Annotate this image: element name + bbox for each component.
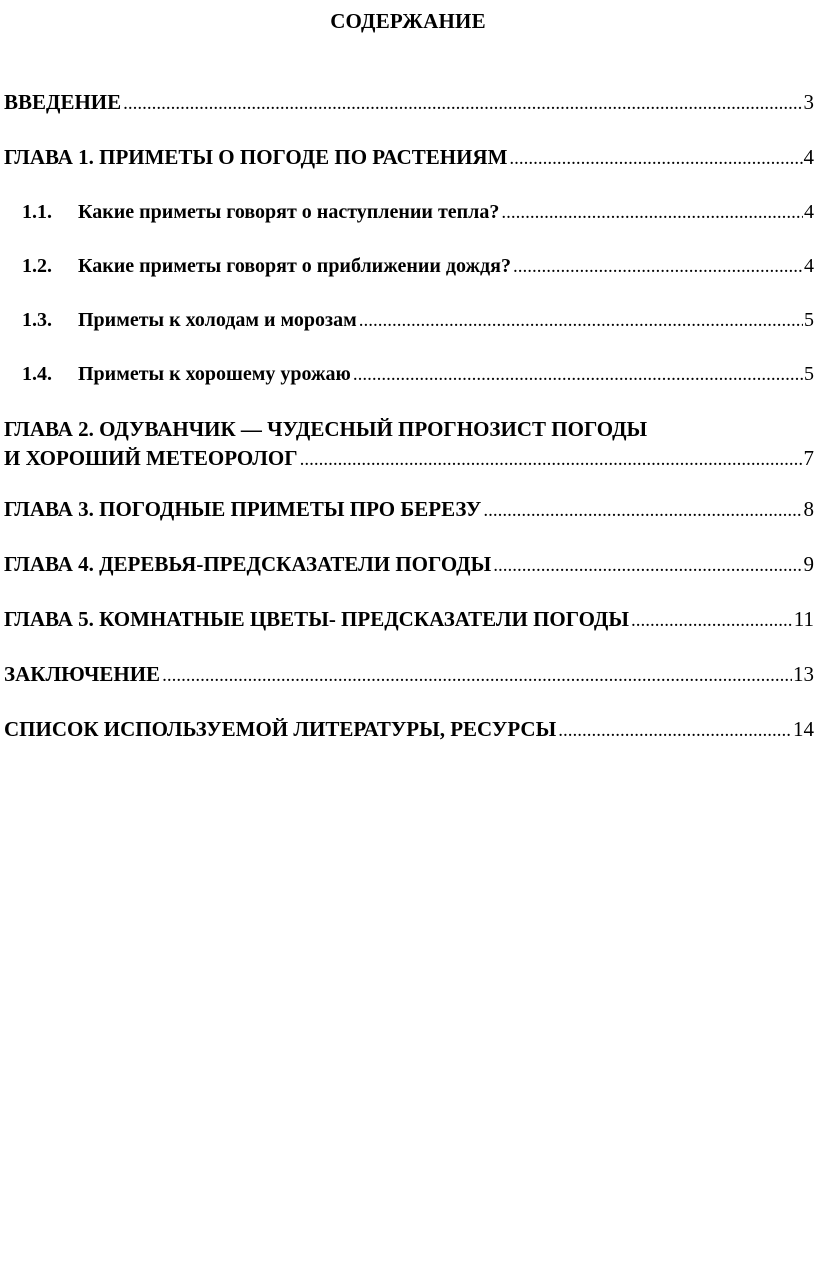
toc-section-number: 1.2.: [22, 255, 52, 277]
toc-page-number: 4: [804, 255, 814, 277]
toc-entry-references[interactable]: [4, 715, 814, 745]
toc-page-number: 7: [803, 446, 814, 470]
dot-leader: [123, 90, 802, 118]
dot-leader: [162, 662, 792, 690]
toc-section-number: 1.4.: [22, 363, 52, 385]
toc-entry-label: ГЛАВА 3. ПОГОДНЫЕ ПРИМЕТЫ ПРО БЕРЕЗУ: [4, 497, 482, 521]
toc-entry-label: Какие приметы говорят о приближении дождя?: [78, 255, 511, 277]
toc-entry-chapter-4[interactable]: [4, 550, 814, 580]
toc-entry-chapter-2[interactable]: [4, 414, 814, 474]
toc-page-number: 11: [793, 607, 814, 631]
toc-entry-conclusion[interactable]: [4, 660, 814, 690]
toc-entry-chapter-1[interactable]: [4, 143, 814, 173]
dot-leader: [631, 607, 793, 635]
toc-page-number: 5: [804, 363, 814, 385]
toc-list: [4, 88, 814, 770]
toc-page-number: 14: [793, 717, 814, 741]
dot-leader: [493, 552, 802, 580]
toc-page-number: 3: [803, 90, 814, 114]
toc-entry-chapter-5[interactable]: [4, 605, 814, 635]
toc-page-number: 4: [803, 145, 814, 169]
toc-entry-label-line-1: ГЛАВА 2. ОДУВАНЧИК — ЧУДЕСНЫЙ ПРОГНОЗИСТ ПОГОДЫ: [4, 417, 648, 441]
dot-leader: [558, 717, 792, 745]
toc-page-number: 5: [804, 309, 814, 331]
toc-entry-label: И ХОРОШИЙ МЕТЕОРОЛОГ: [4, 446, 298, 470]
toc-entry-section-1-2[interactable]: [4, 252, 814, 281]
toc-entry-label: ЗАКЛЮЧЕНИЕ: [4, 662, 161, 686]
toc-entry-section-1-3[interactable]: [4, 306, 814, 335]
toc-section-number: 1.3.: [22, 309, 52, 331]
dot-leader: [501, 199, 803, 227]
toc-entry-label: ГЛАВА 5. КОМНАТНЫЕ ЦВЕТЫ- ПРЕДСКАЗАТЕЛИ ПОГОДЫ: [4, 607, 629, 631]
toc-entry-label: Приметы к хорошему урожаю: [78, 363, 351, 385]
toc-entry-label: ВВЕДЕНИЕ: [4, 90, 122, 114]
toc-entry-label: Какие приметы говорят о наступлении тепла?: [78, 201, 500, 223]
toc-page-number: 13: [793, 662, 814, 686]
toc-entry-introduction[interactable]: [4, 88, 814, 118]
toc-entry-label: ГЛАВА 4. ДЕРЕВЬЯ-ПРЕДСКАЗАТЕЛИ ПОГОДЫ: [4, 552, 492, 576]
toc-page-number: 4: [804, 201, 814, 223]
toc-entry-label: Приметы к холодам и морозам: [78, 309, 357, 331]
toc-section-number: 1.1.: [22, 201, 52, 223]
dot-leader: [300, 446, 803, 474]
dot-leader: [483, 497, 802, 525]
toc-entry-label: СПИСОК ИСПОЛЬЗУЕМОЙ ЛИТЕРАТУРЫ, РЕСУРСЫ: [4, 717, 557, 741]
toc-entry-section-1-1[interactable]: [4, 198, 814, 227]
dot-leader: [353, 361, 803, 389]
dot-leader: [359, 307, 803, 335]
toc-entry-chapter-3[interactable]: [4, 495, 814, 525]
dot-leader: [513, 253, 803, 281]
toc-entry-label: ГЛАВА 1. ПРИМЕТЫ О ПОГОДЕ ПО РАСТЕНИЯМ: [4, 145, 508, 169]
toc-page-number: 9: [803, 552, 814, 576]
toc-entry-section-1-4[interactable]: [4, 360, 814, 389]
toc-title: СОДЕРЖАНИЕ: [330, 9, 486, 33]
toc-page-number: 8: [803, 497, 814, 521]
dot-leader: [509, 145, 802, 173]
